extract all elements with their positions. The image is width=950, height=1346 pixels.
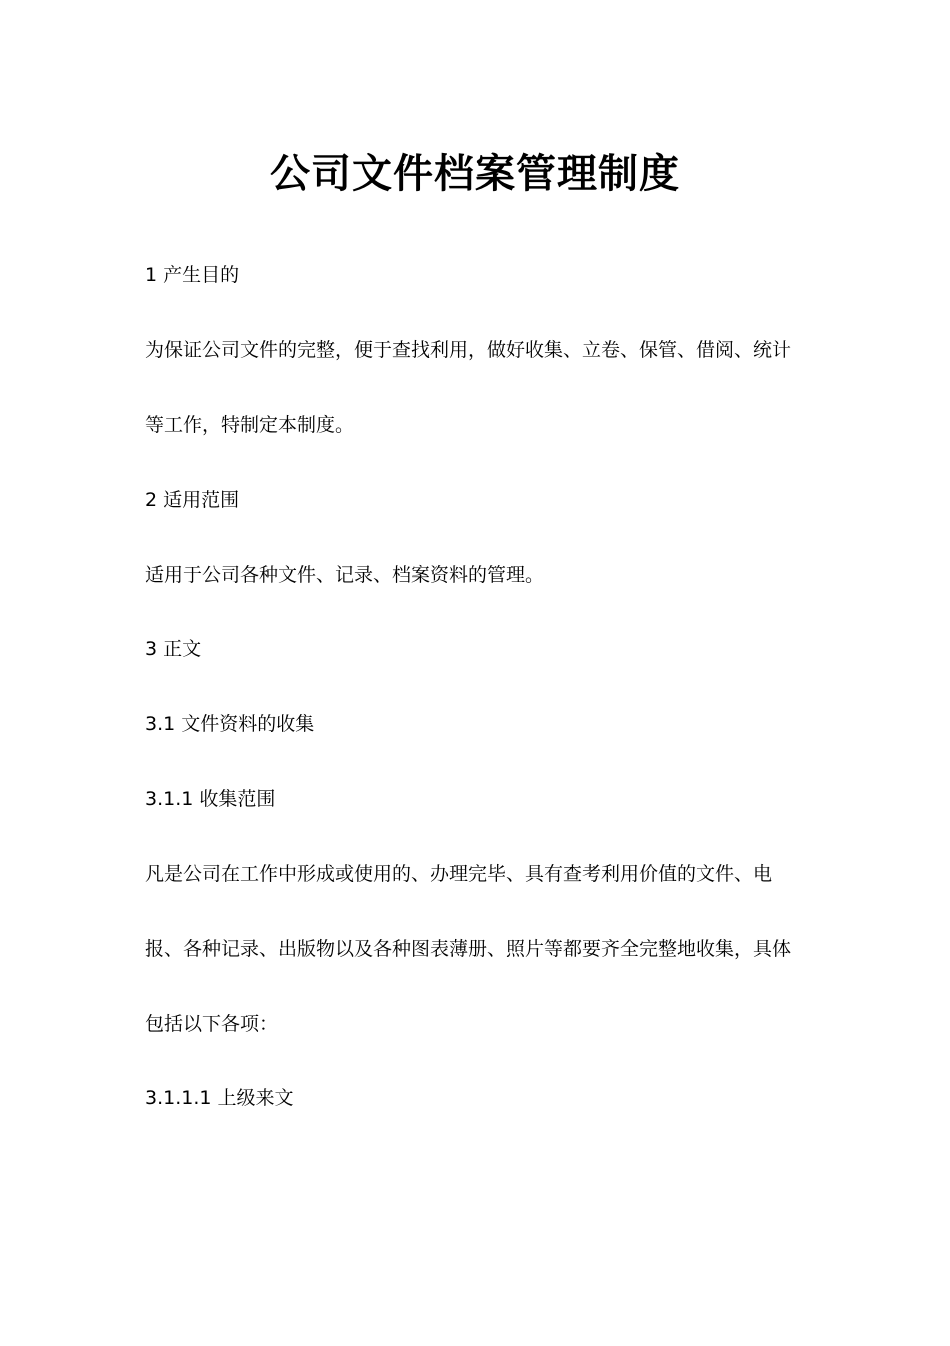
paragraph-line: 等工作，特制定本制度。 [145, 414, 355, 436]
section-heading-1: 1 产生目的 [145, 264, 240, 286]
paragraph-line: 包括以下各项： [145, 1013, 279, 1035]
document-title: 公司文件档案管理制度 [270, 151, 680, 197]
paragraph-line: 报、各种记录、出版物以及各种图表薄册、照片等都要齐全完整地收集，具体 [145, 938, 792, 960]
section-heading-2: 2 适用范围 [145, 489, 240, 511]
subsection-heading-3-1-1: 3.1.1 收集范围 [145, 788, 276, 810]
section-heading-3: 3 正文 [145, 638, 202, 660]
paragraph-line: 适用于公司各种文件、记录、档案资料的管理。 [145, 564, 545, 586]
paragraph-line: 凡是公司在工作中形成或使用的、办理完毕、具有查考利用价值的文件、电 [145, 863, 773, 885]
paragraph-line: 为保证公司文件的完整，便于查找利用，做好收集、立卷、保管、借阅、统计 [145, 339, 792, 361]
subsection-heading-3-1-1-1: 3.1.1.1 上级来文 [145, 1087, 294, 1109]
subsection-heading-3-1: 3.1 文件资料的收集 [145, 713, 315, 735]
